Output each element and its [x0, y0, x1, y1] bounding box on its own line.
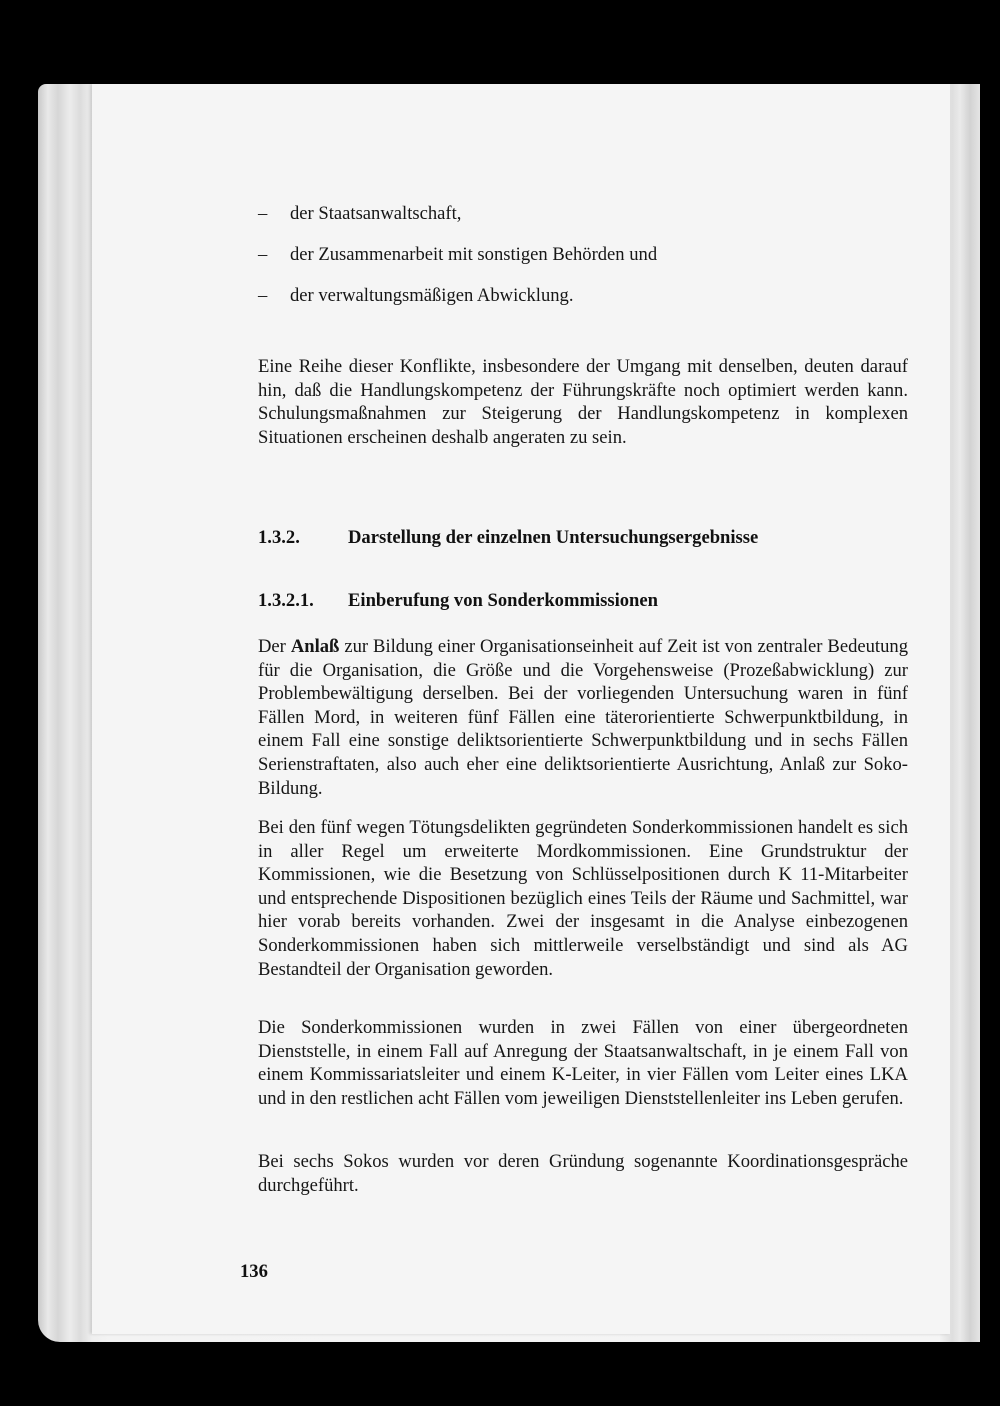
subsection-title: Einberufung von Sonderkommissionen	[348, 590, 658, 611]
paragraph-einberufung: Die Sonderkommissionen wurden in zwei Fällen von einer übergeordneten Dienststelle, in einem Fall auf Anregung der Staatsanwaltschaft, in je einem Fall von einem Kommissariatsleiter und einem K-Leiter, in vier Fällen vom Leiter eines LKA und in den restlichen acht Fällen vom jeweiligen Dienststellenleiter ins Leben gerufen.	[258, 1017, 908, 1109]
section-number: 1.3.2.	[258, 527, 300, 548]
bullet-marker: –	[258, 244, 268, 265]
bullet-list	[258, 202, 908, 325]
paragraph-rest: zur Bildung einer Organisationseinheit auf Zeit ist von zentraler Bedeutung für die Organisation, die Größe und die Vorgehensweise (Prozeßabwicklung) zur Problembewältigung derselben. Bei der vorliegenden Untersuchung waren in fünf Fällen Mord, in weiteren fünf Fällen eine täterorientierte Schwerpunktbildung, in einem Fall eine sonstige deliktsorientierte Schwerpunktbildung und in sechs Fällen Serienstraftaten, also auch eher eine deliktsorientierte Ausrichtung, Anlaß zur Soko-Bildung.	[258, 636, 908, 799]
page-number: 136	[240, 1261, 268, 1282]
paragraph-lead: Der	[258, 636, 291, 657]
section-heading	[258, 527, 758, 549]
bullet-text: der Zusammenarbeit mit sonstigen Behörden und	[290, 244, 658, 265]
list-item	[258, 202, 908, 243]
paragraph-koordination: Bei sechs Sokos wurden vor deren Gründung sogenannte Koordinationsgespräche durchgeführt.	[258, 1151, 908, 1196]
bullet-text: der verwaltungsmäßigen Abwicklung.	[290, 285, 574, 306]
bullet-text: der Staatsanwaltschaft,	[290, 203, 462, 224]
bullet-marker: –	[258, 203, 268, 224]
paragraph-anlass	[258, 635, 908, 800]
section-title: Darstellung der einzelnen Untersuchungsergebnisse	[348, 527, 759, 548]
list-item	[258, 243, 908, 284]
subsection-number: 1.3.2.1.	[258, 590, 314, 611]
bold-term: Anlaß	[290, 636, 340, 657]
list-item	[258, 284, 908, 325]
subsection-heading	[258, 590, 658, 612]
paragraph-conflicts: Eine Reihe dieser Konflikte, insbesondere der Umgang mit denselben, deuten darauf hin, daß die Handlungskompetenz der Führungskräfte noch optimiert werden kann. Schulungsmaßnahmen zur Steigerung der Handlungskompetenz in komplexen Situationen erscheinen deshalb angeraten zu sein.	[258, 356, 908, 448]
paragraph-toetungsdelikte: Bei den fünf wegen Tötungsdelikten gegründeten Sonderkommissionen handelt es sich in aller Regel um erweiterte Mordkommissionen. Eine Grundstruktur der Kommissionen, wie die Besetzung von Schlüsselpositionen durch K 11-Mitarbeiter und entsprechende Dispositionen bezüglich eines Teils der Räume und Sachmittel, war hier vorab bereits vorhanden. Zwei der insgesamt in die Analyse einbezogenen Sonderkommissionen haben sich mittlerweile verselbständigt und sind als AG Bestandteil der Organisation geworden.	[258, 817, 908, 980]
bullet-marker: –	[258, 285, 268, 306]
